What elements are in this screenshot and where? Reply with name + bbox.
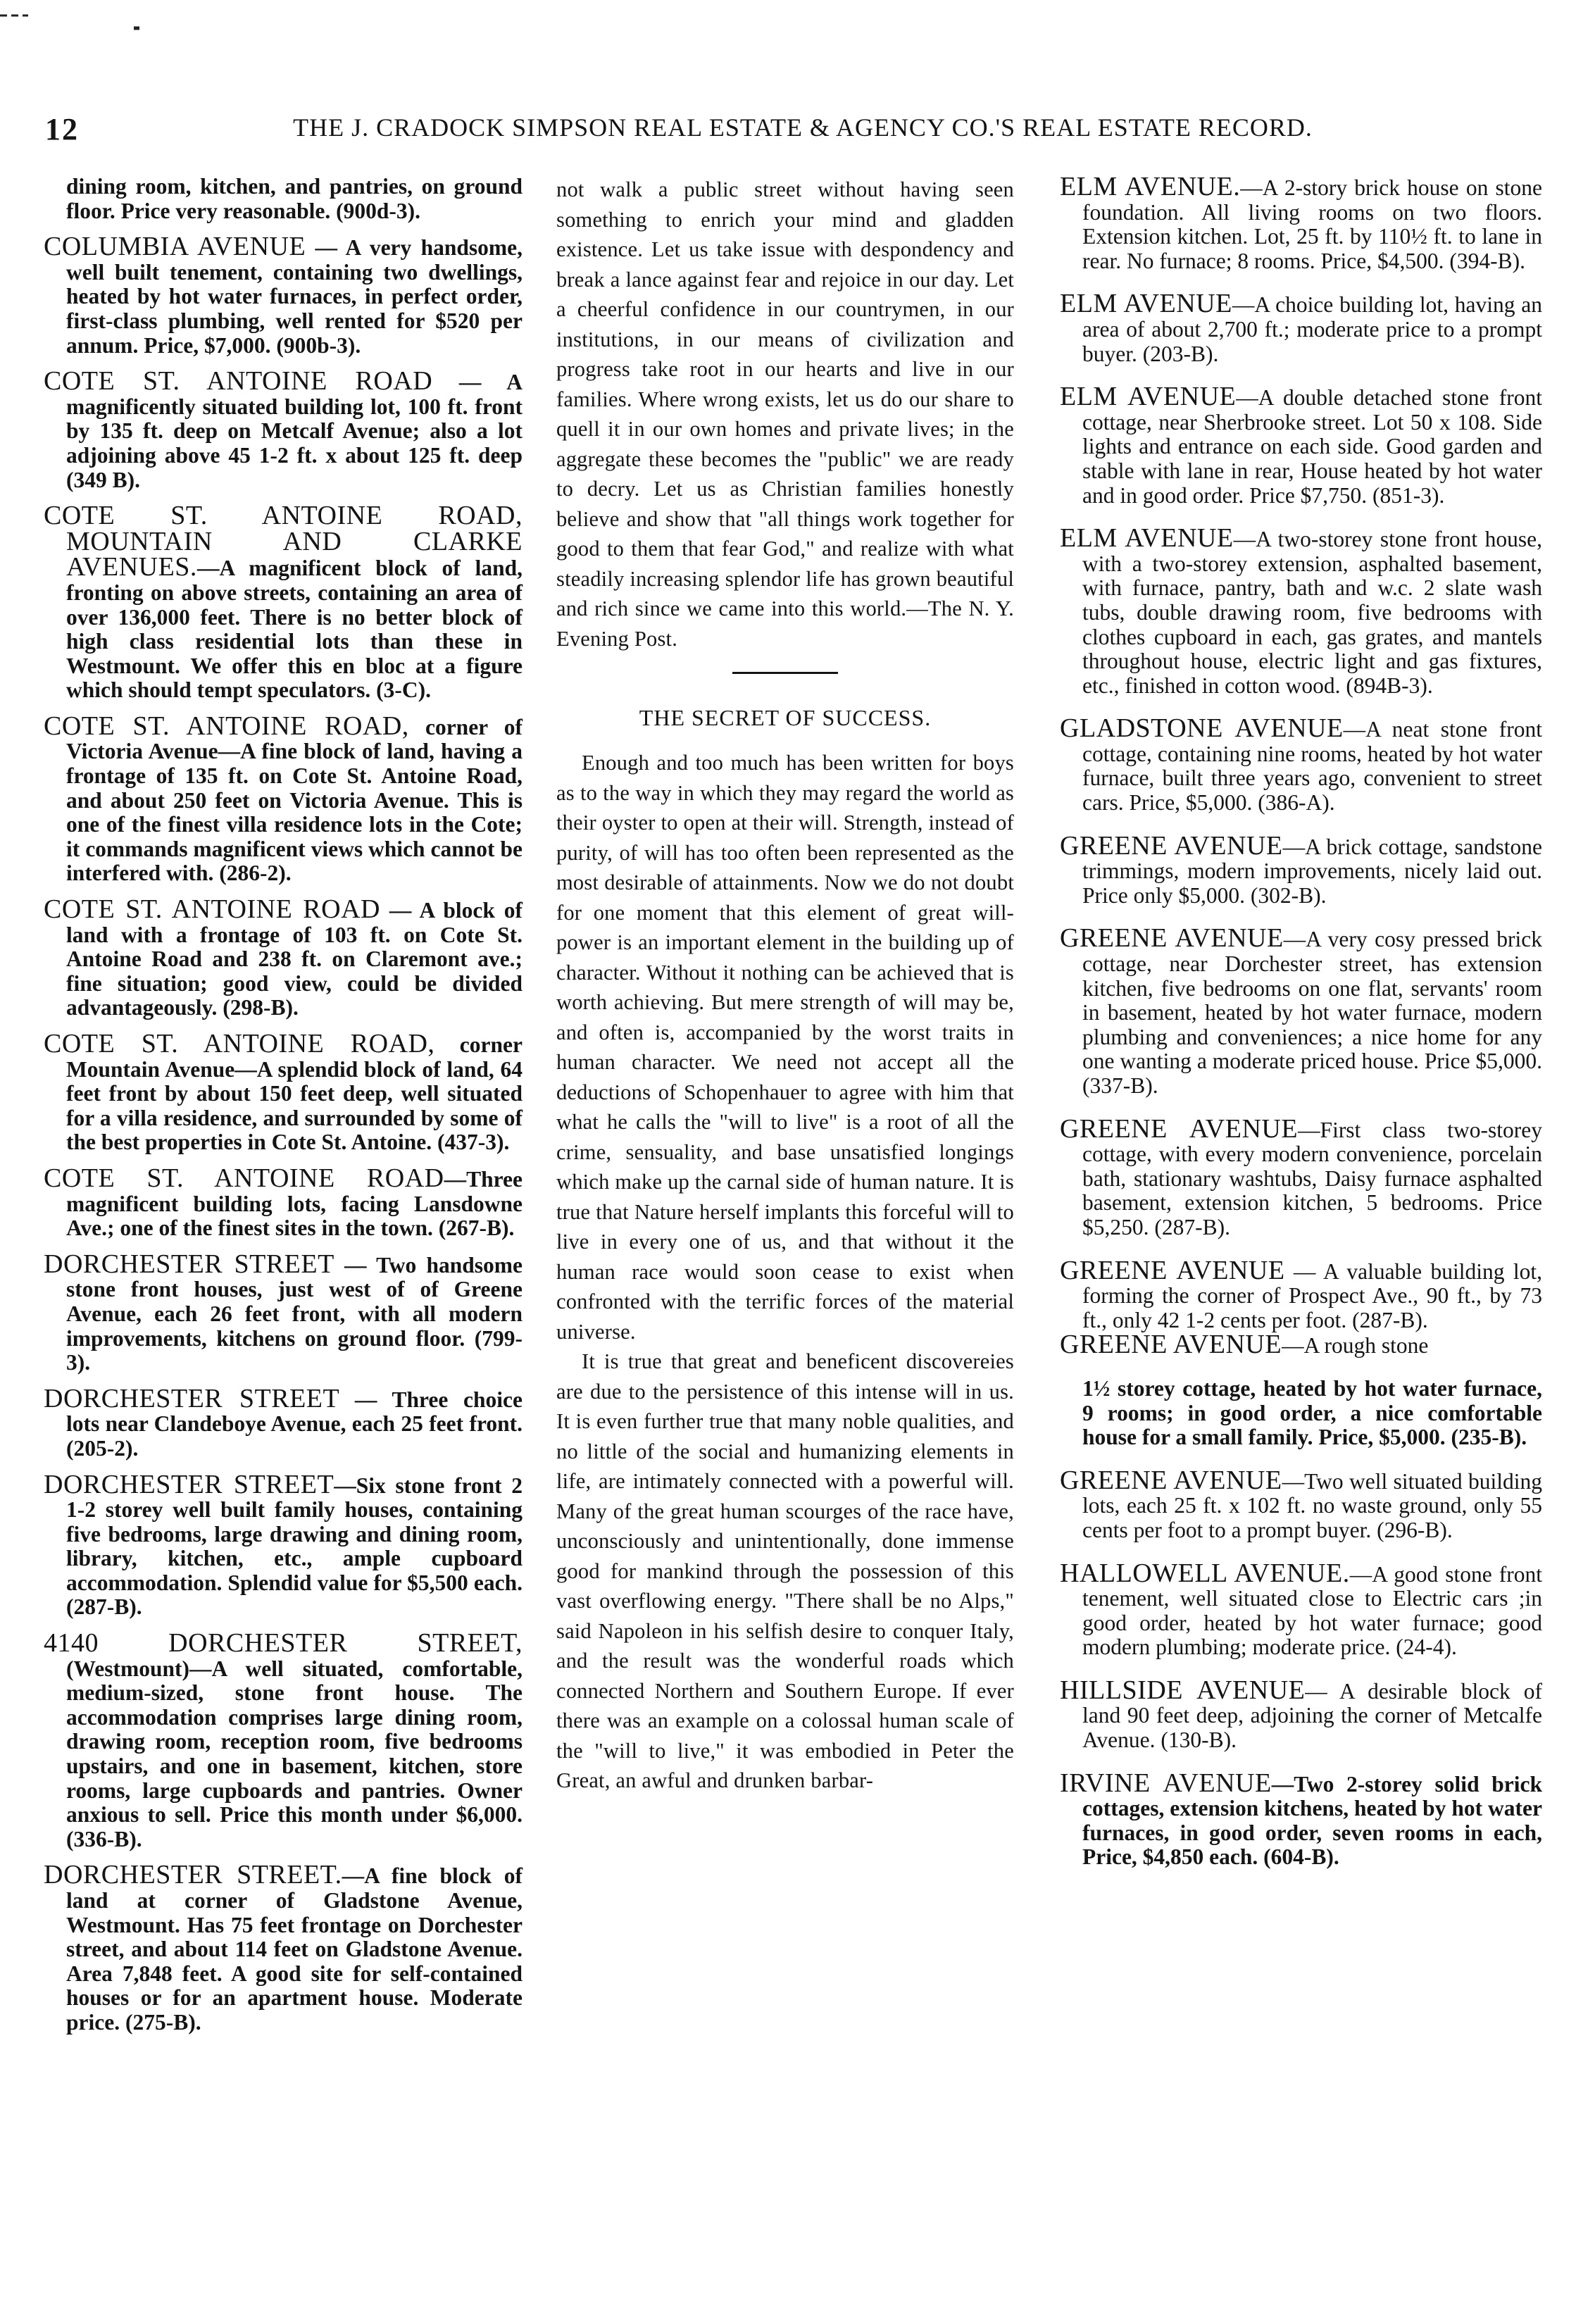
section-divider <box>732 672 838 674</box>
listing-heading: ELM AVENUE <box>1060 289 1232 319</box>
listing-heading: COTE ST. ANTOINE ROAD, MOUNTAIN AND CLARKE AVENUES. <box>44 501 523 582</box>
article-intro-paragraph: not walk a public street without having seen something to enrich your mind and gladden existence. Let us take issue with despondency and break a lance against fear and rejoice in our day. Let a cheerful confidence in our countrymen, in our institutions, in our means of civilization and progress take root in our hearts and live in our families. Where wrong exists, let us do our share to quell it in our own homes and private lives; in the aggregate these becomes the "public" we are ready to decry. Let us as Christian families honestly believe and show that "all things work together for good to them that fear God," and realize with what steadily increasing splendor life has grown beautiful and rich since we came into this world.—The N. Y. Evening Post. <box>556 177 1014 651</box>
listing-entry: COTE ST. ANTOINE ROAD, corner of Victoria Avenue—A fine block of land, having a frontage of 135 ft. on Cote St. Antoine Road, and about 250 feet on Victoria Avenue. This is one of the finest villa residence lots in the Cote; it commands magnificent views which cannot be interfered with. (286-2). <box>44 711 523 886</box>
listing-entry: GREENE AVENUE—A rough stone <box>1060 1330 1429 1360</box>
listing-heading: IRVINE AVENUE <box>1060 1768 1272 1798</box>
listing-heading: COLUMBIA AVENUE <box>44 232 306 262</box>
listing-entry: GREENE AVENUE—A very cosy pressed brick cottage, near Dorchester street, has extension kitchen, five bedrooms on one flat, servants' room in basement, heated by hot water furnace, modern plumbing and conveniences; a nice home for any one wanting a moderate priced house. Price $5,000. (337-B). <box>1060 923 1542 1098</box>
listing-heading: GREENE AVENUE <box>1060 1465 1282 1495</box>
listing-entry: DORCHESTER STREET.—A fine block of land at corner of Gladstone Avenue, Westmount. Has 75 feet frontage on Dorchester street, and about 114 feet on Gladstone Avenue. Area 7,848 feet. A good site for self-contained houses or for an apartment house. Moderate price. (275-B). <box>44 1860 523 2035</box>
listing-heading: ELM AVENUE <box>1060 382 1237 412</box>
listing-heading: COTE ST. ANTOINE ROAD, <box>44 711 409 741</box>
listing-entry: ELM AVENUE—A double detached stone front cottage, near Sherbrooke street. Lot 50 x 108. Side lights and entrance on each side. Good garden and stable with lane in rear, House heated by hot water and in good order. Price $7,750. (851-3). <box>1060 382 1542 508</box>
article-paragraph: It is true that great and beneficent discovereies are due to the persistence of this intense will in us. It is even further true that many noble qualities, and no little of the social and humanizing elements in life, are intimately connected with a powerful will. Many of the great human scourges of the race have, unconsciously and unintentionally, done immense good for mankind through the possession of this vast overflowing energy. "There shall be no Alps," said Napoleon in his selfish desire to conquer Italy, and the result was the wonderful roads which connected Northern and Southern Europe. If ever there was an example on a colossal human scale of the "will to live," it was embodied in Peter the Great, an awful and drunken barbar- <box>556 1349 1014 1792</box>
listing-heading: GREENE AVENUE <box>1060 1113 1299 1144</box>
listing-heading: DORCHESTER STREET. <box>44 1860 342 1890</box>
listing-entry: GREENE AVENUE — A valuable building lot, forming the corner of Prospect Ave., 90 ft., by 73 ft., only 42 1-2 cents per foot. (287-B). <box>1060 1255 1542 1332</box>
listing-entry: GREENE AVENUE—First class two-storey cottage, with every modern convenience, porcelain bath, stationary washtubs, Daisy furnace asphalted basement, extension kitchen, 5 bedrooms. Price $5,250. (287-B). <box>1060 1113 1542 1239</box>
listing-heading: GREENE AVENUE <box>1060 923 1284 954</box>
listing-entry: 4140 DORCHESTER STREET, (Westmount)—A well situated, comfortable, medium-sized, stone front house. The accommodation comprises large dining room, drawing room, reception room, five bedrooms upstairs, and one in basement, kitchen, store rooms, large cupboards and pantries. Owner anxious to sell. Price this month under $6,000. (336-B). <box>44 1628 523 1851</box>
listing-entry: GREENE AVENUE—A brick cottage, sandstone trimmings, modern improvements, nicely laid out. Price only $5,000. (302-B). <box>1060 830 1542 908</box>
listing-entry: HALLOWELL AVENUE.—A good stone front tenement, well situated close to Electric cars ;in good order, heated by hot water furnace; good modern plumbing; moderate price. (24-4). <box>1060 1558 1543 1660</box>
listing-entry: COTE ST. ANTOINE ROAD—Three magnificent building lots, facing Lansdowne Ave.; one of the finest sites in the town. (267-B). <box>44 1163 523 1241</box>
listing-heading: HALLOWELL AVENUE. <box>1060 1558 1350 1588</box>
listing-heading: DORCHESTER STREET <box>44 1249 334 1279</box>
listing-heading: HILLSIDE AVENUE <box>1060 1675 1306 1705</box>
article-column-middle <box>556 175 1014 1796</box>
listing-entry: dining room, kitchen, and pantries, on ground floor. Price very reasonable. (900d-3). <box>66 174 523 223</box>
listing-entry: GREENE AVENUE—Two well situated building lots, each 25 ft. x 102 ft. no waste ground, only 55 cents per foot to a prompt buyer. (296-B). <box>1060 1465 1542 1542</box>
listing-entry: COTE ST. ANTOINE ROAD — A magnificently situated building lot, 100 ft. front by 135 ft. deep on Metcalf Avenue; also a lot adjoining above 45 1-2 ft. x about 125 ft. deep (349 B). <box>44 366 523 492</box>
listing-entry: 1½ storey cottage, heated by hot water furnace, 9 rooms; in good order, a nice comfortable house for a small family. Price, $5,000. (235-B). <box>1082 1375 1542 1450</box>
listing-heading: 4140 DORCHESTER STREET, <box>44 1628 523 1658</box>
article-paragraph: Enough and too much has been written for boys as to the way in which they may regard the world as their oyster to open at their will. Strength, instead of purity, of will has too often been represented as the most desirable of attainments. Now we do not doubt for one moment that this element of great will-power is an important element in the building up of character. Without it nothing can be achieved that is worth achieving. But mere strength of will may be, and often is, accompanied by the worst traits in human character. We need not accept all the deductions of Schopenhauer to agree with him that what he calls the "will to live" is a root of all the crime, sensuality, and base unsatisfied longings which make up the carnal side of human nature. It is true that Nature herself implants this forceful will to live in every one of us, and that without it the human race would soon cease to exist when confronted with the terrific forces of the material universe. <box>556 751 1014 1344</box>
listing-entry: ELM AVENUE—A choice building lot, having an area of about 2,700 ft.; moderate price to a prompt buyer. (203-B). <box>1060 289 1542 366</box>
listing-entry: COLUMBIA AVENUE — A very handsome, well built tenement, containing two dwellings, heated by hot water furnaces, in perfect order, first-class plumbing, well rented for $520 per annum. Price, $7,000. (900b-3). <box>44 232 523 358</box>
listing-entry: DORCHESTER STREET — Three choice lots near Clandeboye Avenue, each 25 feet front. (205-2). <box>44 1383 523 1461</box>
listing-heading: GREENE AVENUE <box>1060 1330 1282 1360</box>
listing-heading: ELM AVENUE <box>1060 523 1234 554</box>
page-number: 12 <box>45 112 79 146</box>
listing-entry: HILLSIDE AVENUE— A desirable block of land 90 feet deep, adjoining the corner of Metcalfe Avenue. (130-B). <box>1060 1675 1542 1753</box>
listing-heading: COTE ST. ANTOINE ROAD <box>44 894 380 925</box>
listing-entry: ELM AVENUE.—A 2-story brick house on stone foundation. All living rooms on two floors. Extension kitchen. Lot, 25 ft. by 110½ ft. to lane in rear. No furnace; 8 rooms. Price, $4,500. (394-B). <box>1060 172 1542 273</box>
listing-entry: IRVINE AVENUE—Two 2-storey solid brick cottages, extension kitchens, heated by hot water furnaces, in good order, seven rooms in each, Price, $4,850 each. (604-B). <box>1060 1768 1542 1870</box>
listing-entry: COTE ST. ANTOINE ROAD — A block of land with a frontage of 103 ft. on Cote St. Antoine Road and 238 ft. on Claremont ave.; fine situation; good view, could be divided advantageously. (298-B). <box>44 894 523 1020</box>
print-smudge-mark <box>0 13 155 34</box>
listing-heading: COTE ST. ANTOINE ROAD <box>44 366 433 396</box>
listing-heading: GREENE AVENUE <box>1060 1255 1285 1285</box>
listing-entry: ELM AVENUE—A two-storey stone front house, with a two-storey extension, asphalted basement, with furnace, pantry, bath and w.c. 2 slate wash tubs, double drawing room, five bedrooms with clothes cupboard in each, gas grates, and mantels throughout house, electric light and gas fixtures, etc., finished in cotton wood. (894B-3). <box>1060 523 1542 698</box>
listing-entry: GLADSTONE AVENUE—A neat stone front cottage, containing nine rooms, heated by hot water furnace, built three years ago, convenient to street cars. Price, $5,000. (386-A). <box>1060 713 1542 816</box>
listings-column-left <box>44 175 523 2047</box>
listing-heading: DORCHESTER STREET <box>44 1469 334 1499</box>
listing-heading: GLADSTONE AVENUE <box>1060 713 1344 744</box>
listings-column-right <box>1060 172 1543 1888</box>
listing-heading: GREENE AVENUE <box>1060 830 1283 861</box>
article-section-title: THE SECRET OF SUCCESS. <box>639 705 932 730</box>
running-title: THE J. CRADOCK SIMPSON REAL ESTATE & AGENCY CO.'S REAL ESTATE RECORD. <box>293 113 1313 142</box>
listing-entry: DORCHESTER STREET—Six stone front 2 1-2 storey well built family houses, containing five bedrooms, large drawing and dining room, library, kitchen, etc., ample cupboard accommodation. Splendid value for $5,500 each. (287-B). <box>44 1469 523 1620</box>
listing-heading: ELM AVENUE. <box>1060 172 1241 201</box>
listing-heading: COTE ST. ANTOINE ROAD, <box>44 1029 435 1058</box>
listing-heading: COTE ST. ANTOINE ROAD <box>44 1163 444 1193</box>
listing-entry: COTE ST. ANTOINE ROAD, corner Mountain Avenue—A splendid block of land, 64 feet front by about 150 feet deep, well situated for a villa residence, and surrounded by some of the best properties in Cote St. Antoine. (437-3). <box>44 1029 523 1155</box>
listing-entry: DORCHESTER STREET — Two handsome stone front houses, just west of of Greene Avenue, each 26 feet front, with all modern improvements, kitchens on ground floor. (799-3). <box>44 1249 523 1375</box>
listing-heading: DORCHESTER STREET <box>44 1383 340 1413</box>
listing-entry: COTE ST. ANTOINE ROAD, MOUNTAIN AND CLARKE AVENUES.—A magnificent block of land, fronting on above streets, containing an area of over 136,000 feet. There is no better block of high class residential lots than these in Westmount. We offer this en bloc at a figure which should tempt speculators. (3-C). <box>44 501 523 703</box>
